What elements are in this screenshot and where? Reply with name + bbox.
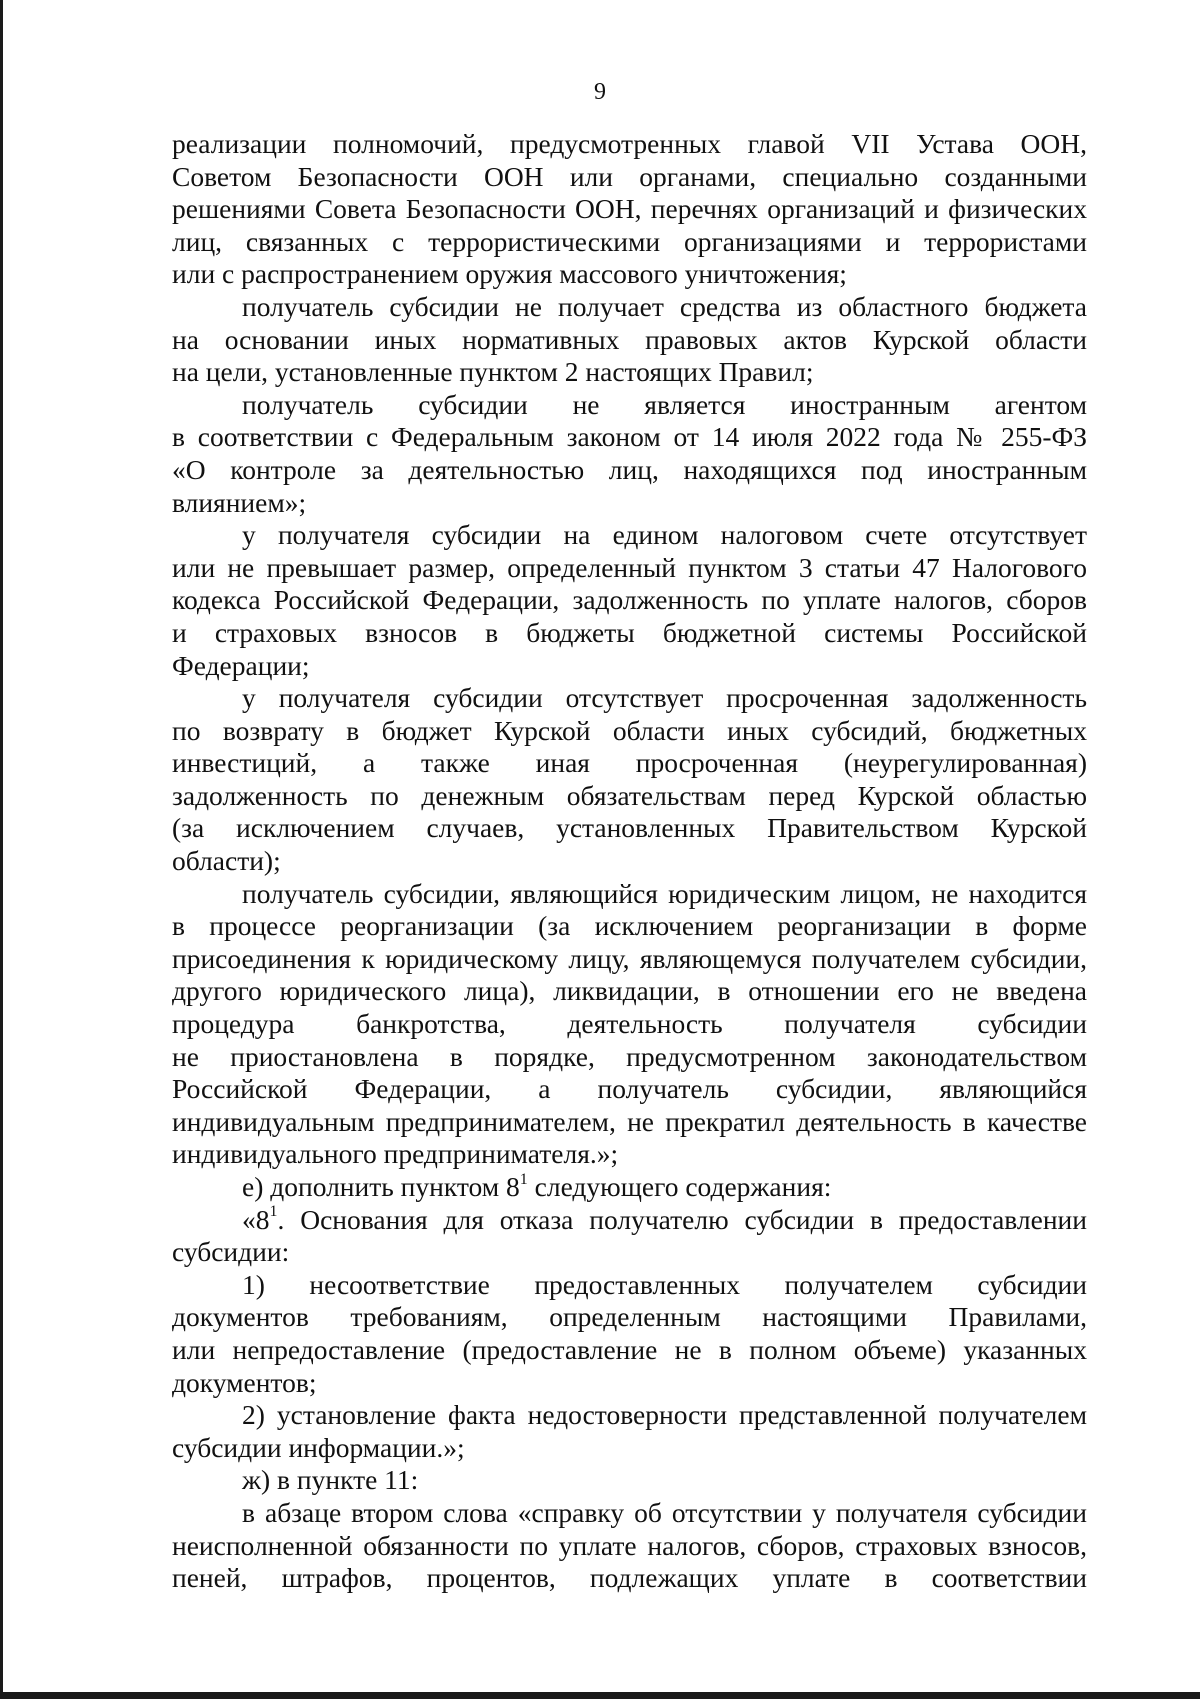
paragraph bbox=[172, 1497, 1087, 1595]
paragraph bbox=[172, 128, 1087, 291]
text-line: задолженность по денежным обязательствам перед Курской областью bbox=[172, 779, 1087, 811]
text-line: получатель субсидии не является иностранным агентом bbox=[242, 388, 1087, 420]
text-line: пеней, штрафов, процентов, подлежащих уплате в соответствии bbox=[172, 1562, 1087, 1594]
scan-edge-left bbox=[0, 0, 3, 1699]
paragraph bbox=[172, 682, 1087, 878]
text-line: процедура банкротства, деятельность получателя субсидии bbox=[172, 1008, 1087, 1040]
paragraph bbox=[172, 1269, 1087, 1399]
text-line: не приостановлена в порядке, предусмотренном законодательством bbox=[172, 1040, 1087, 1072]
text-line: в абзаце втором слова «справку об отсутствии у получателя субсидии bbox=[242, 1496, 1087, 1528]
superscript: 1 bbox=[269, 1203, 278, 1221]
superscript: 1 bbox=[519, 1170, 528, 1188]
text-line: реализации полномочий, предусмотренных главой VII Устава ООН, bbox=[172, 128, 1087, 159]
text-line: «$8^1$. Основания для отказа получателю субсидии в предоставлении bbox=[242, 1203, 1087, 1235]
text-line: и страховых взносов в бюджеты бюджетной системы Российской bbox=[172, 616, 1087, 648]
text-line: индивидуальным предпринимателем, не прекратил деятельность в качестве bbox=[172, 1105, 1087, 1137]
text-line: Федерации; bbox=[172, 649, 310, 681]
text-line: области); bbox=[172, 845, 281, 877]
text-line: лиц, связанных с террористическими организациями и террористами bbox=[172, 225, 1087, 257]
text-line: Российской Федерации, а получатель субсидии, являющийся bbox=[172, 1073, 1087, 1105]
text-line: другого юридического лица), ликвидации, в отношении его не введена bbox=[172, 975, 1087, 1007]
text-line: «О контроле за деятельностью лиц, находящихся под иностранным bbox=[172, 453, 1087, 485]
text-line: в процессе реорганизации (за исключением реорганизации в форме bbox=[172, 910, 1087, 942]
paragraph bbox=[172, 389, 1087, 519]
text-line: инвестиций, а также иная просроченная (неурегулированная) bbox=[172, 747, 1087, 779]
text-line: получатель субсидии, являющийся юридическим лицом, не находится bbox=[242, 877, 1087, 909]
text-line: 1) несоответствие предоставленных получателем субсидии bbox=[242, 1268, 1087, 1300]
text-line: влиянием»; bbox=[172, 486, 307, 518]
text-line: или не превышает размер, определенный пунктом 3 статьи 47 Налогового bbox=[172, 551, 1087, 583]
text-line: на основании иных нормативных правовых актов Курской области bbox=[172, 323, 1087, 355]
scan-edge-bottom bbox=[0, 1692, 1200, 1699]
text-line: у получателя субсидии отсутствует просроченная задолженность bbox=[242, 682, 1087, 714]
text-line: Советом Безопасности ООН или органами, специально созданными bbox=[172, 160, 1087, 192]
text-line: неисполненной обязанности по уплате налогов, сборов, страховых взносов, bbox=[172, 1529, 1087, 1561]
text-line: или непредоставление (предоставление не в полном объеме) указанных bbox=[172, 1333, 1087, 1365]
text-line: получатель субсидии не получает средства из областного бюджета bbox=[242, 290, 1087, 322]
text-line: е) дополнить пунктом $8^1$ следующего содержания: bbox=[242, 1170, 832, 1202]
text-line: документов; bbox=[172, 1366, 317, 1398]
text-line: (за исключением случаев, установленных Правительством Курской bbox=[172, 812, 1087, 844]
paragraph bbox=[172, 291, 1087, 389]
page-number: 9 bbox=[594, 79, 606, 105]
paragraph-item-e bbox=[172, 1171, 1087, 1204]
text-line: в соответствии с Федеральным законом от 14 июля 2022 года № 255-ФЗ bbox=[172, 421, 1087, 453]
document-body bbox=[172, 128, 1087, 1595]
text-line: субсидии информации.»; bbox=[172, 1431, 465, 1463]
text-line: у получателя субсидии на едином налоговом счете отсутствует bbox=[242, 519, 1087, 551]
paragraph-clause-8-1 bbox=[172, 1204, 1087, 1269]
text-line: документов требованиям, определенным настоящими Правилами, bbox=[172, 1301, 1087, 1333]
text-line: по возврату в бюджет Курской области иных субсидий, бюджетных bbox=[172, 714, 1087, 746]
text-line: субсидии: bbox=[172, 1236, 290, 1268]
text-line: или с распространением оружия массового уничтожения; bbox=[172, 258, 847, 290]
text-line: ж) в пункте 11: bbox=[242, 1464, 419, 1496]
text-line: 2) установление факта недостоверности представленной получателем bbox=[242, 1399, 1087, 1431]
text-line: решениями Совета Безопасности ООН, перечнях организаций и физических bbox=[172, 193, 1087, 225]
paragraph bbox=[172, 1464, 1087, 1497]
text-line: присоединения к юридическому лицу, являющемуся получателем субсидии, bbox=[172, 942, 1087, 974]
text-line: на цели, установленные пунктом 2 настоящих Правил; bbox=[172, 356, 814, 388]
text-line: кодекса Российской Федерации, задолженность по уплате налогов, сборов bbox=[172, 584, 1087, 616]
paragraph bbox=[172, 519, 1087, 682]
paragraph bbox=[172, 1399, 1087, 1464]
text-line: индивидуального предпринимателя.»; bbox=[172, 1138, 619, 1170]
paragraph bbox=[172, 878, 1087, 1171]
